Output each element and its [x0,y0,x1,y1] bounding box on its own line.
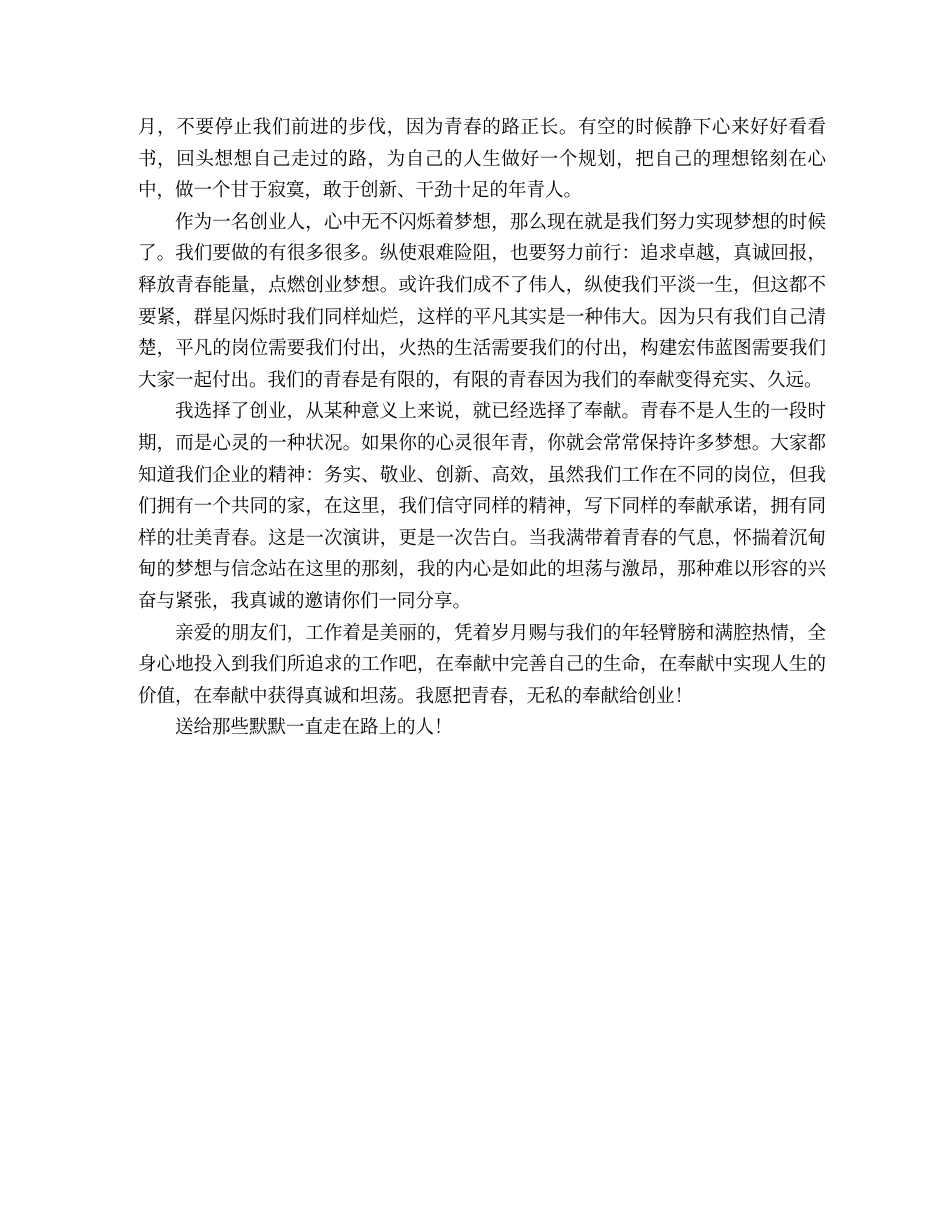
paragraph-friends: 亲爱的朋友们，工作着是美丽的，凭着岁月赐与我们的年轻臂膀和满腔热情，全身心地投入到我们所追求的工作吧，在奉献中完善自己的生命，在奉献中实现人生的价值，在奉献中获得真诚和坦荡。我愿把青春，无私的奉献给创业！ [138,622,826,707]
paragraph-closing: 送给那些默默一直走在路上的人！ [175,717,453,739]
document-page [138,112,826,744]
paragraph-dedication: 我选择了创业，从某种意义上来说，就已经选择了奉献。青春不是人生的一段时期，而是心灵的一种状况。如果你的心灵很年青，你就会常常保持许多梦想。大家都知道我们企业的精神：务实、敬业、创新、高效，虽然我们工作在不同的岗位，但我们拥有一个共同的家，在这里，我们信守同样的精神，写下同样的奉献承诺，拥有同样的壮美青春。这是一次演讲，更是一次告白。当我满带着青春的气息，怀揣着沉甸甸的梦想与信念站在这里的那刻，我的内心是如此的坦荡与激昂，那种难以形容的兴奋与紧张，我真诚的邀请你们一同分享。 [138,401,826,612]
paragraph-continued: 月，不要停止我们前进的步伐，因为青春的路正长。有空的时候静下心来好好看看书，回头想想自己走过的路，为自己的人生做好一个规划，把自己的理想铭刻在心中，做一个甘于寂寞，敢于创新、干劲十足的年青人。 [138,117,826,202]
paragraph-dream: 作为一名创业人，心中无不闪烁着梦想，那么现在就是我们努力实现梦想的时候了。我们要做的有很多很多。纵使艰难险阻，也要努力前行：追求卓越，真诚回报，释放青春能量，点燃创业梦想。或许我们成不了伟人，纵使我们平淡一生，但这都不要紧，群星闪烁时我们同样灿烂，这样的平凡其实是一种伟大。因为只有我们自己清楚，平凡的岗位需要我们付出，火热的生活需要我们的付出，构建宏伟蓝图需要我们大家一起付出。我们的青春是有限的，有限的青春因为我们的奉献变得充实、久远。 [138,211,826,391]
